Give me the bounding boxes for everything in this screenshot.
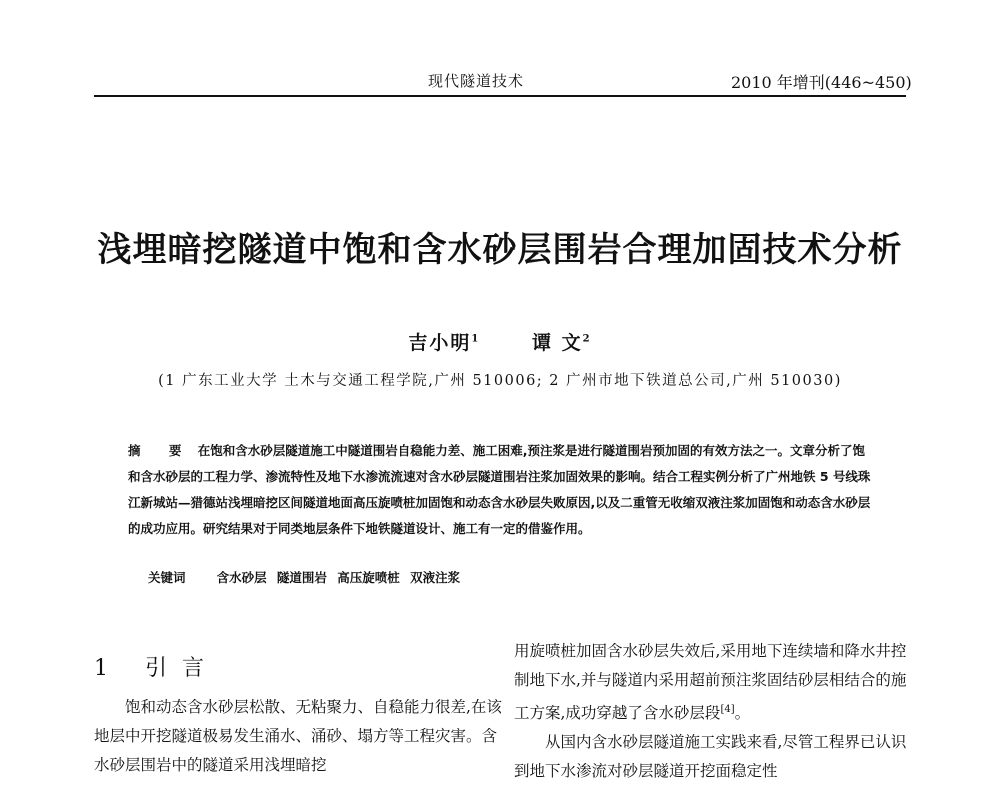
header-rule xyxy=(94,95,906,97)
section-title: 引 言 xyxy=(144,656,208,681)
left-column-text: 饱和动态含水砂层松散、无粘聚力、自稳能力很差,在该地层中开挖隧道极易发生涌水、涌砂、塌方等工程灾害。含水砂层围岩中的隧道采用浅埋暗挖 xyxy=(94,698,502,774)
author-2: 谭 文 xyxy=(532,332,583,354)
author-2-affil: 2 xyxy=(582,333,592,345)
affiliations: (1 广东工业大学 土木与交通工程学院,广州 510006; 2 广州市地下铁道总公司,广州 510030) xyxy=(158,373,842,389)
citation-ref: [4] xyxy=(720,704,735,715)
right-column: 用旋喷桩加固含水砂层失效后,采用地下连续墙和降水井控制地下水,并与隧道内采用超前预注浆固结砂层相结合的施工方案,成功穿越了含水砂层段[4]。 从国内含水砂层隧道施工实践来看,尽管工程界已认识到地下水渗流对砂层隧道开挖面稳定性 xyxy=(514,637,914,786)
paper-title: 浅埋暗挖隧道中饱和含水砂层围岩合理加固技术分析 xyxy=(97,230,903,270)
abstract-label: 摘 要 xyxy=(128,443,194,458)
keywords-label: 关键词 xyxy=(148,570,186,585)
keywords-text: 含水砂层 隧道围岩 高压旋喷桩 双液注浆 xyxy=(216,570,461,585)
section-heading xyxy=(94,651,208,682)
author-1: 吉小明 xyxy=(408,332,472,354)
author-1-affil: 1 xyxy=(471,333,481,345)
abstract xyxy=(128,438,873,542)
right-paragraph-1: 用旋喷桩加固含水砂层失效后,采用地下连续墙和降水井控制地下水,并与隧道内采用超前预注浆固结砂层相结合的施工方案,成功穿越了含水砂层段 xyxy=(514,642,907,723)
issue-info: 2010 年增刊(446~450) xyxy=(731,73,912,92)
abstract-text: 在饱和含水砂层隧道施工中隧道围岩自稳能力差、施工困难,预注浆是进行隧道围岩预加固的有效方法之一。文章分析了饱和含水砂层的工程力学、渗流特性及地下水渗流流速对含水砂层隧道围岩注浆加固效果的影响。结合工程实例分析了广州地铁 5 号线珠江新城站—猎德站浅埋暗挖区间隧道地面高压旋喷桩加固饱和动态含水砂层失败原因,以及二重管无收缩双液注浆加固饱和动态含水砂层的成功应用。研究结果对于同类地层条件下地铁隧道设计、施工有一定的借鉴作用。 xyxy=(128,443,871,536)
section-number: 1 xyxy=(94,656,112,681)
keywords xyxy=(148,568,460,586)
journal-name: 现代隧道技术 xyxy=(428,72,525,90)
author-line xyxy=(94,328,906,355)
right-paragraph-2: 从国内含水砂层隧道施工实践来看,尽管工程界已认识到地下水渗流对砂层隧道开挖面稳定性 xyxy=(514,733,907,781)
